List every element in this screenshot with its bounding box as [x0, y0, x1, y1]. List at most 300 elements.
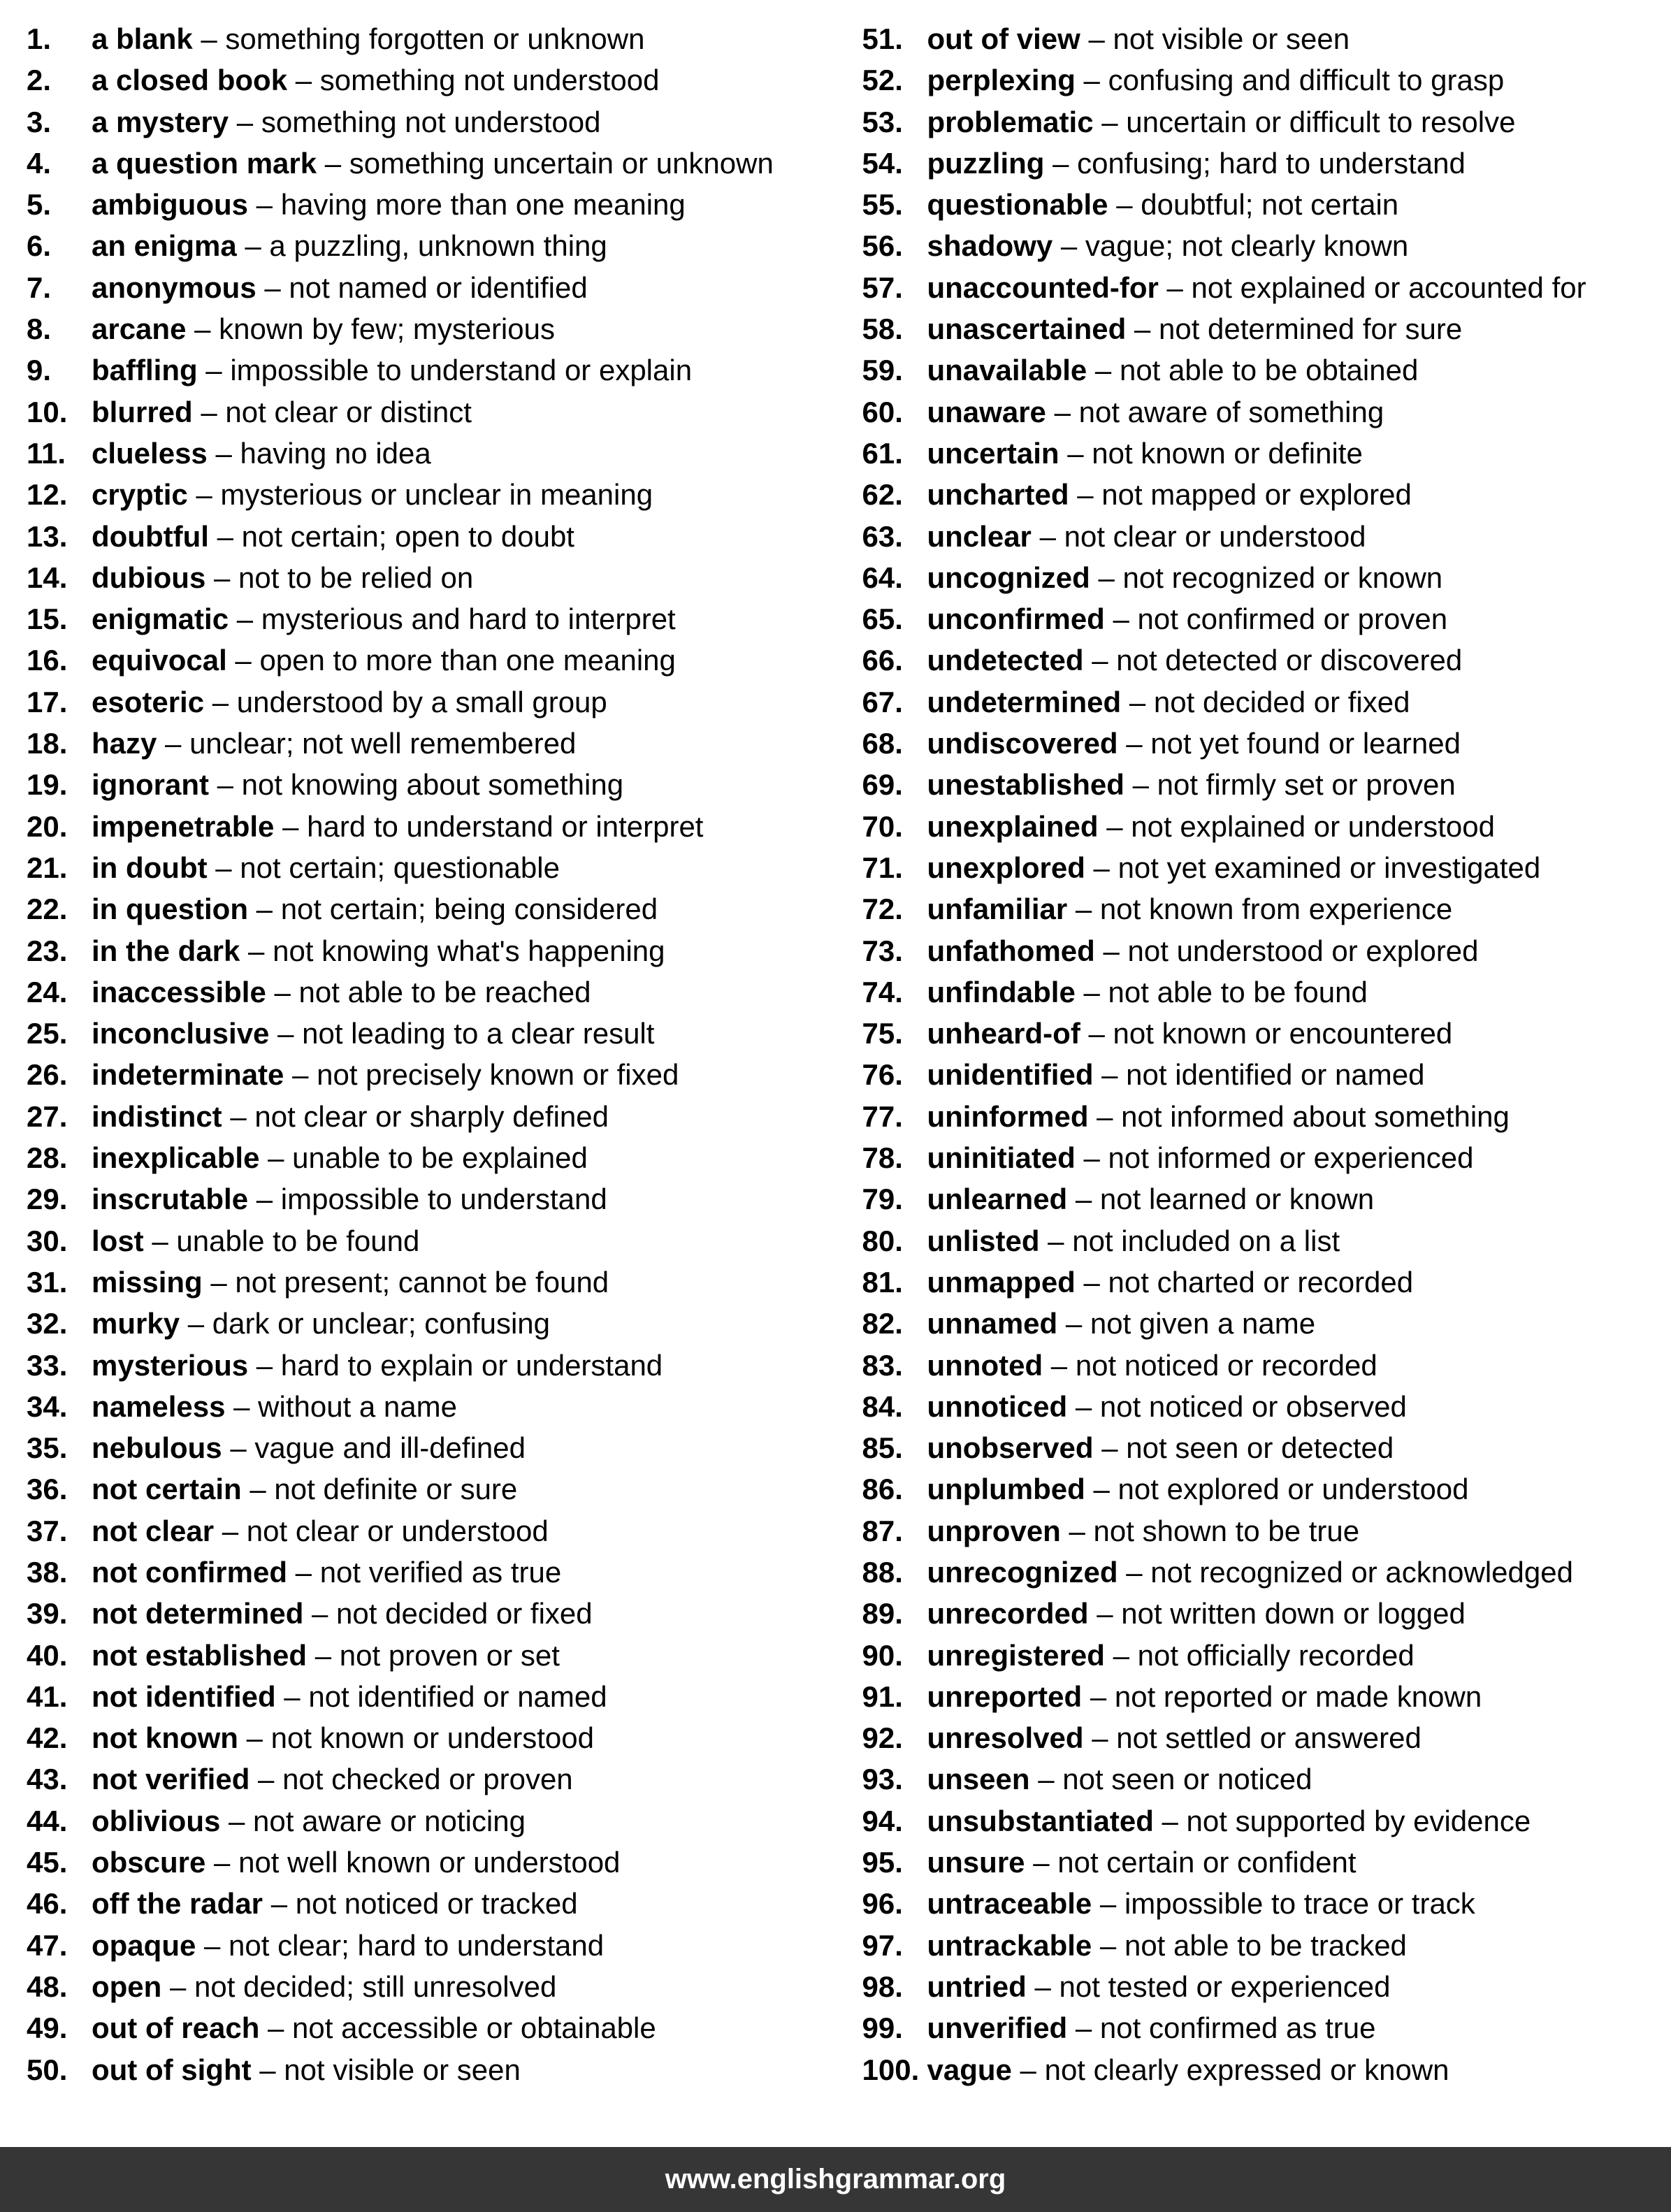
list-item — [27, 1676, 836, 1717]
list-item — [862, 1635, 1671, 1676]
column-right — [836, 18, 1671, 2147]
item-definition: – not known from experience — [1067, 892, 1453, 926]
item-definition: – not supported by evidence — [1153, 1804, 1531, 1837]
item-number: 45. — [27, 1846, 68, 1879]
list-item — [27, 516, 836, 557]
item-definition: – not noticed or observed — [1067, 1389, 1407, 1423]
item-definition: – not decided; still unresolved — [161, 1969, 557, 2003]
item-term: unexplained — [927, 809, 1099, 843]
item-definition: – open to more than one meaning — [226, 644, 676, 677]
item-number: 33. — [27, 1348, 68, 1382]
list-item — [862, 1386, 1671, 1427]
item-term: unnoticed — [927, 1389, 1068, 1423]
list-item — [27, 391, 836, 433]
item-definition: – not leading to a clear result — [269, 1017, 655, 1050]
item-term: arcane — [92, 312, 187, 346]
list-item — [862, 681, 1671, 723]
item-definition: – not knowing what's happening — [240, 934, 665, 967]
item-definition: – not able to be found — [1075, 975, 1368, 1009]
column-left — [0, 18, 836, 2147]
item-number: 67. — [862, 685, 903, 718]
list-item — [27, 806, 836, 847]
item-number: 12. — [27, 478, 68, 512]
item-definition: – not officially recorded — [1104, 1638, 1415, 1672]
list-item — [27, 143, 836, 184]
list-item — [862, 184, 1671, 225]
item-number: 22. — [27, 892, 68, 926]
list-item — [27, 847, 836, 888]
item-term: opaque — [92, 1928, 196, 1962]
item-term: not verified — [92, 1763, 250, 1796]
item-definition: – without a name — [225, 1389, 457, 1423]
item-number: 69. — [862, 768, 903, 802]
list-item — [862, 1842, 1671, 1883]
list-item — [862, 1552, 1671, 1593]
item-number: 40. — [27, 1638, 68, 1672]
list-item — [862, 557, 1671, 598]
item-term: out of reach — [92, 2011, 260, 2045]
item-definition: – not written down or logged — [1088, 1597, 1466, 1631]
item-definition: – not able to be reached — [266, 975, 591, 1009]
list-item — [862, 143, 1671, 184]
list-item — [27, 930, 836, 971]
list-item — [862, 1220, 1671, 1262]
item-number: 29. — [27, 1183, 68, 1216]
item-term: unfindable — [927, 975, 1076, 1009]
item-term: off the radar — [92, 1887, 263, 1921]
list-item — [27, 1220, 836, 1262]
item-definition: – not learned or known — [1067, 1183, 1375, 1216]
item-number: 21. — [27, 851, 68, 884]
list-item — [862, 764, 1671, 805]
item-definition: – not explained or understood — [1098, 809, 1495, 843]
item-number: 6. — [27, 229, 52, 263]
item-number: 93. — [862, 1763, 903, 1796]
item-term: unidentified — [927, 1058, 1094, 1092]
item-term: ambiguous — [92, 188, 249, 222]
item-number: 35. — [27, 1431, 68, 1465]
item-definition: – not detected or discovered — [1083, 644, 1463, 677]
item-term: unsure — [927, 1846, 1025, 1879]
item-number: 34. — [27, 1389, 68, 1423]
item-term: untraceable — [927, 1887, 1092, 1921]
list-item — [27, 598, 836, 639]
item-definition: – not confirmed or proven — [1104, 602, 1448, 636]
item-term: esoteric — [92, 685, 205, 718]
item-term: unfathomed — [927, 934, 1095, 967]
item-term: problematic — [927, 105, 1094, 138]
item-definition: – not clear or understood — [1031, 519, 1366, 553]
item-number: 39. — [27, 1597, 68, 1631]
item-term: not certain — [92, 1473, 242, 1506]
item-definition: – not precisely known or fixed — [284, 1058, 679, 1092]
item-term: murky — [92, 1307, 180, 1340]
item-number: 9. — [27, 354, 52, 387]
list-item — [27, 1468, 836, 1510]
item-term: unplumbed — [927, 1473, 1085, 1506]
item-number: 62. — [862, 478, 903, 512]
list-item — [862, 1717, 1671, 1758]
list-item — [862, 1013, 1671, 1054]
item-number: 83. — [862, 1348, 903, 1382]
item-definition: – not mapped or explored — [1069, 478, 1412, 512]
item-term: unexplored — [927, 851, 1085, 884]
item-term: untried — [927, 1969, 1027, 2003]
item-term: indistinct — [92, 1099, 222, 1133]
item-definition: – not certain; questionable — [207, 851, 560, 884]
item-term: questionable — [927, 188, 1108, 222]
list-item — [862, 1303, 1671, 1344]
item-term: a blank — [92, 22, 193, 55]
list-item — [27, 1883, 836, 1924]
item-number: 97. — [862, 1928, 903, 1962]
item-term: anonymous — [92, 270, 256, 304]
item-number: 25. — [27, 1017, 68, 1050]
list-item — [27, 1842, 836, 1883]
item-number: 13. — [27, 519, 68, 553]
item-number: 57. — [862, 270, 903, 304]
item-term: missing — [92, 1265, 203, 1299]
list-item — [862, 1262, 1671, 1303]
item-number: 87. — [862, 1514, 903, 1547]
item-number: 43. — [27, 1763, 68, 1796]
list-item — [862, 1925, 1671, 1966]
item-number: 81. — [862, 1265, 903, 1299]
item-term: unnoted — [927, 1348, 1043, 1382]
item-number: 100. — [862, 2053, 920, 2086]
item-definition: – not certain; open to doubt — [208, 519, 574, 553]
item-number: 8. — [27, 312, 52, 346]
list-item — [27, 764, 836, 805]
item-definition: – not reported or made known — [1082, 1679, 1482, 1713]
item-definition: – not clear or understood — [214, 1514, 549, 1547]
item-definition: – having no idea — [207, 436, 431, 470]
list-item — [27, 1013, 836, 1054]
list-item — [27, 971, 836, 1013]
item-term: lost — [92, 1224, 144, 1257]
item-definition: – unable to be found — [143, 1224, 420, 1257]
item-number: 15. — [27, 602, 68, 636]
item-definition: – vague; not clearly known — [1052, 229, 1409, 263]
item-term: enigmatic — [92, 602, 229, 636]
item-number: 7. — [27, 270, 52, 304]
item-definition: – not informed or experienced — [1075, 1141, 1474, 1175]
item-definition: – impossible to understand — [248, 1183, 607, 1216]
item-definition: – not certain; being considered — [248, 892, 658, 926]
item-definition: – not to be relied on — [205, 561, 474, 594]
item-number: 30. — [27, 1224, 68, 1257]
list-item — [862, 1510, 1671, 1552]
item-term: not known — [92, 1721, 238, 1755]
item-number: 50. — [27, 2053, 68, 2086]
list-item — [862, 433, 1671, 474]
list-item — [27, 557, 836, 598]
item-term: equivocal — [92, 644, 227, 677]
list-item — [862, 18, 1671, 59]
list-item — [27, 723, 836, 764]
item-definition: – something not understood — [287, 64, 660, 97]
list-item — [27, 225, 836, 266]
item-term: unrecorded — [927, 1597, 1089, 1631]
list-item — [27, 1593, 836, 1634]
item-number: 68. — [862, 727, 903, 760]
item-term: a mystery — [92, 105, 229, 138]
list-item — [862, 1178, 1671, 1220]
list-item — [27, 1096, 836, 1137]
item-number: 65. — [862, 602, 903, 636]
item-definition: – hard to explain or understand — [248, 1348, 663, 1382]
item-definition: – not present; cannot be found — [202, 1265, 609, 1299]
list-item — [27, 267, 836, 308]
list-item — [27, 639, 836, 681]
item-number: 54. — [862, 146, 903, 180]
item-term: out of view — [927, 22, 1080, 55]
list-item — [862, 1345, 1671, 1386]
item-term: unclear — [927, 519, 1032, 553]
list-item — [862, 2049, 1671, 2090]
list-item — [27, 1178, 836, 1220]
item-definition: – not clear; hard to understand — [196, 1928, 605, 1962]
item-definition: – unable to be explained — [259, 1141, 588, 1175]
item-definition: – uncertain or difficult to resolve — [1093, 105, 1516, 138]
item-definition: – not decided or fixed — [1121, 685, 1410, 718]
item-definition: – not known or encountered — [1080, 1017, 1453, 1050]
item-term: unestablished — [927, 768, 1124, 802]
item-term: inscrutable — [92, 1183, 249, 1216]
item-number: 94. — [862, 1804, 903, 1837]
item-term: inconclusive — [92, 1017, 270, 1050]
list-item — [27, 349, 836, 391]
item-term: not clear — [92, 1514, 215, 1547]
item-definition: – something not understood — [229, 105, 601, 138]
item-number: 91. — [862, 1679, 903, 1713]
item-number: 73. — [862, 934, 903, 967]
list-item — [862, 1883, 1671, 1924]
item-number: 49. — [27, 2011, 68, 2045]
item-number: 24. — [27, 975, 68, 1009]
item-term: uncognized — [927, 561, 1090, 594]
item-term: not identified — [92, 1679, 276, 1713]
item-definition: – not checked or proven — [249, 1763, 573, 1796]
item-term: unlisted — [927, 1224, 1040, 1257]
item-definition: – mysterious and hard to interpret — [229, 602, 676, 636]
list-item — [27, 1427, 836, 1468]
list-item — [862, 516, 1671, 557]
list-item — [862, 1758, 1671, 1800]
item-definition: – impossible to trace or track — [1092, 1887, 1475, 1921]
list-item — [27, 2049, 836, 2090]
item-definition: – not settled or answered — [1083, 1721, 1422, 1755]
item-term: doubtful — [92, 519, 209, 553]
item-number: 53. — [862, 105, 903, 138]
list-item — [862, 1468, 1671, 1510]
list-item — [862, 930, 1671, 971]
item-number: 55. — [862, 188, 903, 222]
item-definition: – known by few; mysterious — [186, 312, 555, 346]
item-term: unresolved — [927, 1721, 1084, 1755]
item-number: 37. — [27, 1514, 68, 1547]
item-term: undiscovered — [927, 727, 1118, 760]
list-item — [27, 1635, 836, 1676]
list-item — [27, 1552, 836, 1593]
item-number: 74. — [862, 975, 903, 1009]
list-item — [862, 267, 1671, 308]
item-number: 75. — [862, 1017, 903, 1050]
item-term: cryptic — [92, 478, 188, 512]
item-term: clueless — [92, 436, 208, 470]
item-number: 47. — [27, 1928, 68, 1962]
item-definition: – not definite or sure — [241, 1473, 518, 1506]
list-item — [862, 474, 1671, 515]
item-number: 72. — [862, 892, 903, 926]
item-number: 16. — [27, 644, 68, 677]
item-term: shadowy — [927, 229, 1053, 263]
item-term: undetermined — [927, 685, 1122, 718]
item-term: unmapped — [927, 1265, 1076, 1299]
item-number: 52. — [862, 64, 903, 97]
list-item — [862, 308, 1671, 349]
item-definition: – not determined for sure — [1126, 312, 1463, 346]
item-number: 60. — [862, 395, 903, 428]
list-item — [27, 1262, 836, 1303]
item-term: not confirmed — [92, 1555, 287, 1589]
item-number: 3. — [27, 105, 52, 138]
list-item — [27, 2007, 836, 2048]
item-term: a closed book — [92, 64, 288, 97]
list-item — [862, 101, 1671, 143]
item-number: 61. — [862, 436, 903, 470]
item-definition: – having more than one meaning — [248, 188, 686, 222]
item-number: 86. — [862, 1473, 903, 1506]
item-number: 41. — [27, 1679, 68, 1713]
item-term: nebulous — [92, 1431, 222, 1465]
item-definition: – not well known or understood — [205, 1846, 621, 1879]
list-item — [27, 18, 836, 59]
item-number: 14. — [27, 561, 68, 594]
item-number: 36. — [27, 1473, 68, 1506]
item-definition: – not seen or detected — [1093, 1431, 1394, 1465]
item-number: 44. — [27, 1804, 68, 1837]
item-term: unsubstantiated — [927, 1804, 1154, 1837]
list-item — [27, 1510, 836, 1552]
item-number: 32. — [27, 1307, 68, 1340]
item-definition: – something uncertain or unknown — [317, 146, 774, 180]
item-definition: – not accessible or obtainable — [259, 2011, 656, 2045]
item-number: 85. — [862, 1431, 903, 1465]
item-definition: – a puzzling, unknown thing — [236, 229, 607, 263]
item-term: unaware — [927, 395, 1046, 428]
item-term: unavailable — [927, 354, 1087, 387]
item-definition: – not charted or recorded — [1075, 1265, 1414, 1299]
item-number: 92. — [862, 1721, 903, 1755]
list-item — [27, 681, 836, 723]
list-item — [862, 598, 1671, 639]
item-term: uncertain — [927, 436, 1059, 470]
list-item — [27, 474, 836, 515]
list-item — [862, 1593, 1671, 1634]
item-number: 17. — [27, 685, 68, 718]
item-definition: – not given a name — [1057, 1307, 1316, 1340]
list-item — [27, 1345, 836, 1386]
item-term: unfamiliar — [927, 892, 1068, 926]
item-number: 78. — [862, 1141, 903, 1175]
list-item — [27, 1054, 836, 1095]
item-definition: – impossible to understand or explain — [197, 354, 693, 387]
item-definition: – not known or definite — [1059, 436, 1363, 470]
list-item — [27, 433, 836, 474]
item-definition: – dark or unclear; confusing — [180, 1307, 551, 1340]
item-term: out of sight — [92, 2053, 252, 2086]
item-definition: – not recognized or acknowledged — [1117, 1555, 1573, 1589]
item-definition: – not knowing about something — [208, 768, 624, 802]
item-term: unnamed — [927, 1307, 1058, 1340]
item-number: 88. — [862, 1555, 903, 1589]
footer-bar — [0, 2147, 1671, 2212]
item-number: 95. — [862, 1846, 903, 1879]
item-definition: – understood by a small group — [204, 685, 607, 718]
list-item — [27, 308, 836, 349]
item-number: 42. — [27, 1721, 68, 1755]
item-definition: – confusing and difficult to grasp — [1075, 64, 1505, 97]
list-item — [27, 1758, 836, 1800]
item-term: unverified — [927, 2011, 1068, 2045]
item-term: uncharted — [927, 478, 1069, 512]
footer-url: www.englishgrammar.org — [665, 2164, 1006, 2195]
list-item — [27, 888, 836, 930]
list-item — [862, 225, 1671, 266]
item-number: 10. — [27, 395, 68, 428]
item-definition: – not clear or sharply defined — [222, 1099, 609, 1133]
item-number: 56. — [862, 229, 903, 263]
item-number: 84. — [862, 1389, 903, 1423]
item-number: 79. — [862, 1183, 903, 1216]
item-definition: – mysterious or unclear in meaning — [187, 478, 653, 512]
list-item — [27, 1925, 836, 1966]
item-term: unheard-of — [927, 1017, 1080, 1050]
item-term: unregistered — [927, 1638, 1105, 1672]
item-term: indeterminate — [92, 1058, 284, 1092]
list-item — [862, 1676, 1671, 1717]
item-definition: – not visible or seen — [251, 2053, 521, 2086]
item-number: 19. — [27, 768, 68, 802]
item-definition: – confusing; hard to understand — [1044, 146, 1466, 180]
item-term: dubious — [92, 561, 206, 594]
item-term: hazy — [92, 727, 157, 760]
item-definition: – not tested or experienced — [1026, 1969, 1391, 2003]
item-definition: – not visible or seen — [1080, 22, 1350, 55]
item-definition: – not able to be tracked — [1092, 1928, 1407, 1962]
list-item — [27, 184, 836, 225]
item-number: 80. — [862, 1224, 903, 1257]
item-definition: – not identified or named — [275, 1679, 607, 1713]
item-definition: – not explained or accounted for — [1158, 270, 1586, 304]
item-definition: – not able to be obtained — [1087, 354, 1419, 387]
item-definition: – not recognized or known — [1090, 561, 1443, 594]
item-term: unseen — [927, 1763, 1030, 1796]
item-definition: – not firmly set or proven — [1124, 768, 1456, 802]
item-definition: – not proven or set — [307, 1638, 560, 1672]
item-term: perplexing — [927, 64, 1076, 97]
item-term: vague — [927, 2053, 1012, 2086]
list-item — [862, 1427, 1671, 1468]
item-definition: – not yet examined or investigated — [1085, 851, 1541, 884]
item-definition: – hard to understand or interpret — [274, 809, 704, 843]
item-number: 58. — [862, 312, 903, 346]
item-term: undetected — [927, 644, 1084, 677]
item-number: 23. — [27, 934, 68, 967]
list-item — [862, 806, 1671, 847]
item-term: obscure — [92, 1846, 206, 1879]
